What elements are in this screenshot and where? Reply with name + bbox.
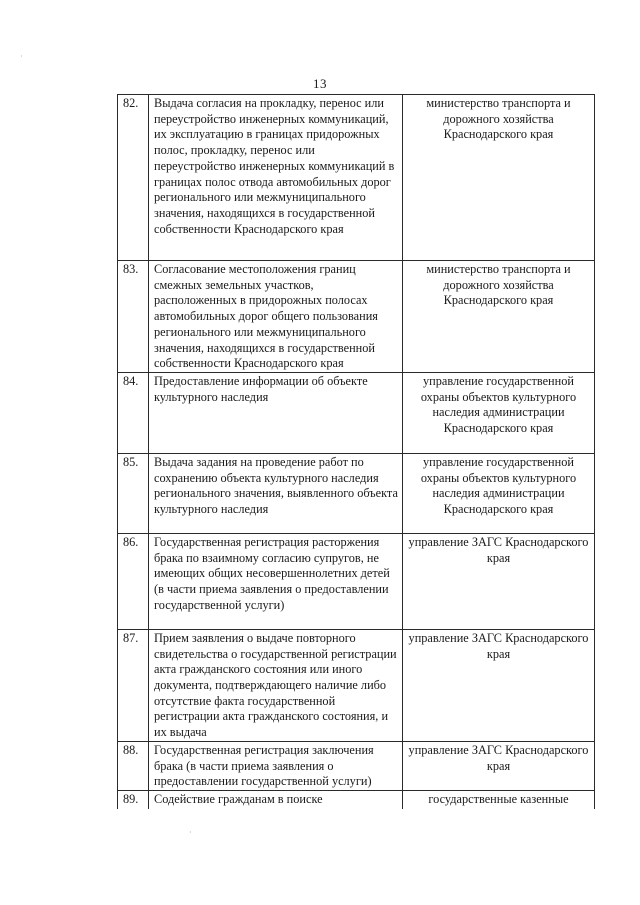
table-row <box>118 261 595 373</box>
table-row <box>118 533 595 629</box>
service-name: Прием заявления о выдаче повторного свидетельства о государственной регистрации акта гражданского состояния или иного документа, подтверждающего наличие либо отсутствие факта государственной регистрации акта гражданского состояния, и их выдача <box>149 629 403 741</box>
table-row <box>118 95 595 261</box>
responsible-authority: управление ЗАГС Краснодарского края <box>403 533 595 629</box>
table-row <box>118 453 595 533</box>
scan-speck: · <box>189 828 192 837</box>
service-name: Согласование местоположения границ смежных земельных участков, расположенных в придорожных полосах автомобильных дорог общего пользования регионального или межмуниципального значения, находящихся в государственной собственности Краснодарского края <box>149 261 403 373</box>
service-name: Выдача согласия на прокладку, перенос или переустройство инженерных коммуникаций, их эксплуатацию в границах придорожных полос, прокладку, перенос или переустройство инженерных коммуникаций в границах полос отвода автомобильных дорог регионального или межмуниципального значения, находящихся в государственной собственности Краснодарского края <box>149 95 403 261</box>
row-number: 86. <box>118 533 149 629</box>
responsible-authority: управление ЗАГС Краснодарского края <box>403 741 595 790</box>
responsible-authority: министерство транспорта и дорожного хозяйства Краснодарского края <box>403 261 595 373</box>
table-row <box>118 629 595 741</box>
services-table <box>117 94 595 809</box>
row-number: 84. <box>118 372 149 453</box>
row-number: 87. <box>118 629 149 741</box>
service-name: Предоставление информации об объекте культурного наследия <box>149 372 403 453</box>
page-number: 13 <box>313 76 327 91</box>
table-row <box>118 791 595 809</box>
row-number: 88. <box>118 741 149 790</box>
service-name: Государственная регистрация расторжения брака по взаимному согласию супругов, не имеющих общих несовершеннолетних детей (в части приема заявления о предоставлении государственной услуги) <box>149 533 403 629</box>
row-number: 83. <box>118 261 149 373</box>
row-number: 89. <box>118 791 149 809</box>
responsible-authority: управление государственной охраны объектов культурного наследия администрации Краснодарского края <box>403 453 595 533</box>
responsible-authority: управление ЗАГС Краснодарского края <box>403 629 595 741</box>
responsible-authority: министерство транспорта и дорожного хозяйства Краснодарского края <box>403 95 595 261</box>
responsible-authority: управление государственной охраны объектов культурного наследия администрации Краснодарского края <box>403 372 595 453</box>
row-number: 82. <box>118 95 149 261</box>
responsible-authority: государственные казенные <box>403 791 595 809</box>
scan-speck: · <box>20 52 23 61</box>
table-row <box>118 741 595 790</box>
service-name: Государственная регистрация заключения брака (в части приема заявления о предоставлении государственной услуги) <box>149 741 403 790</box>
row-number: 85. <box>118 453 149 533</box>
service-name: Содействие гражданам в поиске <box>149 791 403 809</box>
table-row <box>118 372 595 453</box>
service-name: Выдача задания на проведение работ по сохранению объекта культурного наследия регионального значения, выявленного объекта культурного наследия <box>149 453 403 533</box>
